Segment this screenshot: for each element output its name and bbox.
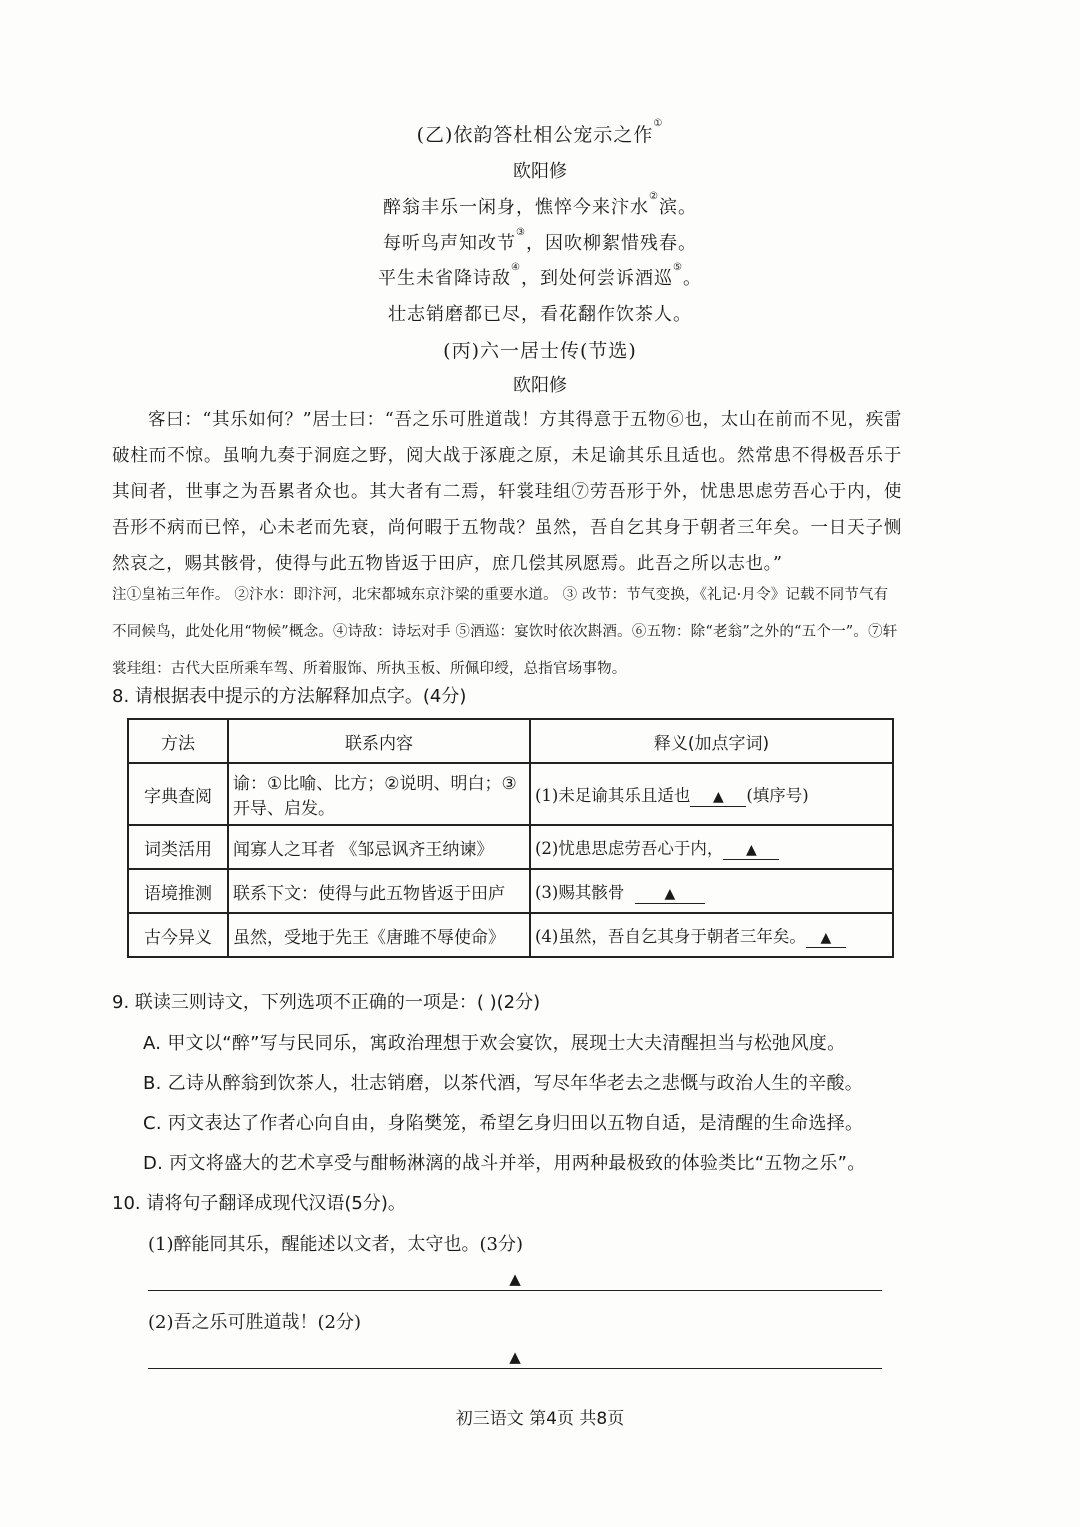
context-cell: 虽然，受地于先王《唐雎不辱使命》 [228,913,530,957]
item-text: (3)赐其骸骨 [535,882,625,902]
table-header-row [128,719,893,763]
translation-item-2: (2)吾之乐可胜道哉！(2分) [148,1312,361,1333]
note-marker: ① [653,118,664,129]
poem-line-text: 滨。 [658,197,697,218]
poem-line-2 [0,229,1080,255]
item-cell[interactable] [530,825,893,869]
poem-line-1 [0,193,1080,219]
prose-bing-text: 客曰：“其乐如何？”居士曰：“吾之乐可胜道哉！方其得意于五物⑥也，太山在前而不见，疾雷破柱而不惊。虽响九奏于洞庭之野，阅大战于涿鹿之原，未足谕其乐且适也。然常患不得极吾乐于其间者，世事之为吾累者众也。其大者有二焉，轩裳珪组⑦劳吾形于外，忧患思虑劳吾心于内，使吾形不病而已悴，心未老而先衰，尚何暇于五物哉？虽然，吾自乞其身于朝者三年矣。一日天子恻然哀之，赐其骸骨，使得与此五物皆返于田庐，庶几偿其夙愿焉。此吾之所以志也。” [112,410,902,574]
poem-line-text: 醉翁丰乐一闲身，憔悴今来汴水 [383,197,650,218]
item-cell[interactable] [530,913,893,957]
answer-line-2[interactable]: ▲ [148,1342,882,1369]
method-cell: 古今异义 [128,913,228,957]
page-footer: 初三语文 第4页 共8页 [455,1409,625,1429]
translation-item-1: (1)醉能同其乐，醒能述以文者，太守也。(3分) [148,1234,523,1255]
option-a[interactable]: A. 甲文以“醉”写与民同乐，寓政治理想于欢会宴饮，展现士大夫清醒担当与松弛风度。 [143,1033,846,1054]
table-header-cell: 释义(加点字词) [530,719,893,763]
question-9-prompt: 9. 联读三则诗文，下列选项不正确的一项是：( )(2分) [112,992,541,1013]
prose-bing-author: 欧阳修 [513,375,567,396]
item-text: (2)忧患思虑劳吾心于内， [535,838,724,858]
poem-line-text: ，因吹柳絮惜残春。 [525,233,697,254]
poem-line-text: 每听鸟声知改节 [383,233,517,254]
context-cell: 闻寡人之耳者 《邹忌讽齐王纳谏》 [228,825,530,869]
poem-line-3 [0,264,1080,290]
poem-line-text: ，到处何尝诉酒巡 [521,268,673,289]
question-8-prompt: 8. 请根据表中提示的方法解释加点字。(4分) [112,686,467,707]
poem-line-text: 。 [682,268,702,289]
item-text: (4)虽然，吾自乞其身于朝者三年矣。 [535,926,806,946]
poem-yi-title [0,120,1080,147]
table-row [128,913,893,957]
note-marker: ② [649,191,659,202]
table-header-cell: 联系内容 [228,719,530,763]
answer-blank[interactable]: ▲ [806,929,846,948]
poem-line-4 [0,300,1080,326]
table-row [128,763,893,825]
prose-bing-title: (丙)六一居士传(节选) [443,340,637,362]
context-cell: 联系下文：使得与此五物皆返于田庐 [228,869,530,913]
item-text: (1)未足谕其乐且适也 [535,785,691,805]
answer-line-1[interactable]: ▲ [148,1264,882,1291]
method-cell: 词类活用 [128,825,228,869]
answer-blank[interactable]: ▲ [690,788,746,807]
answer-blank[interactable]: ▲ [635,885,705,904]
answer-blank[interactable]: ▲ [723,841,779,860]
question-10-prompt: 10. 请将句子翻译成现代汉语(5分)。 [112,1193,406,1214]
note-marker: ④ [511,262,521,273]
method-table [127,718,894,958]
item-cell[interactable] [530,763,893,825]
option-c[interactable]: C. 丙文表达了作者心向自由，身陷樊笼，希望乞身归田以五物自适，是清醒的生命选择。 [143,1113,864,1134]
method-cell: 语境推测 [128,869,228,913]
option-d[interactable]: D. 丙文将盛大的艺术享受与酣畅淋漓的战斗并举，用两种最极致的体验类比“五物之乐”。 [143,1153,866,1174]
option-b[interactable]: B. 乙诗从醉翁到饮茶人，壮志销磨，以茶代酒，写尽年华老去之悲慨与政治人生的辛酸。 [143,1073,864,1094]
poem-yi-author: 欧阳修 [513,161,567,182]
context-cell: 谕：①比喻、比方；②说明、明白；③开导、启发。 [228,763,530,825]
poem-line-text: 平生未省降诗敌 [378,268,512,289]
note-marker: ③ [516,227,526,238]
note-marker: ⑤ [673,262,683,273]
annotations: 注①皇祐三年作。 ②汴水：即汴河，北宋都城东京汴梁的重要水道。 ③ 改节：节气变换，《礼记·月令》记载不同节气有不同候鸟，此处化用“物候”概念。④诗敌：诗坛对手 ⑤酒巡：宴饮时依次斟酒。⑥五物：除“老翁”之外的“五个一”。⑦轩裳珪组：古代大臣所乘车驾、所着服饰、所执玉板、所佩印绶，总指官场事物。 [112,587,898,677]
table-row [128,825,893,869]
table-header-cell: 方法 [128,719,228,763]
item-suffix: (填序号) [746,785,809,805]
item-cell[interactable] [530,869,893,913]
poem-line-text: 壮志销磨都已尽，看花翻作饮茶人。 [388,304,692,325]
method-cell: 字典查阅 [128,763,228,825]
table-row [128,869,893,913]
poem-yi-title-text: (乙)依韵答杜相公宠示之作 [416,124,654,146]
